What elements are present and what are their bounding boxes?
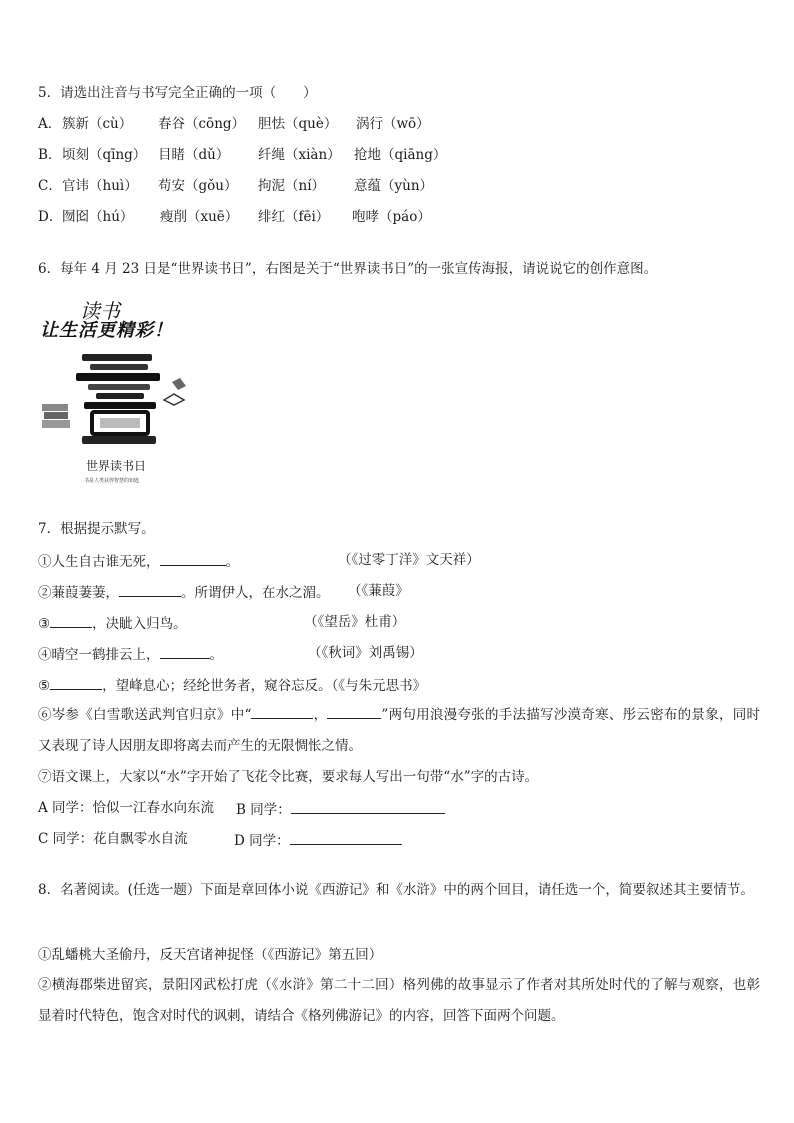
option-label: B． [38,147,62,163]
option-item: 抢地（qiāng） [354,147,447,163]
answer-blank[interactable] [290,830,402,845]
answer-blank[interactable] [251,704,313,719]
q7-line-2-source: （《蒹葭》 [348,583,409,599]
option-item: 苟安（gǒu） [158,178,238,194]
answer-blank[interactable] [327,704,381,719]
poster-headline-main: 让生活更精彩！ [40,320,173,341]
q7-item-7-a: A 同学：恰似一江春水向东流 [38,800,215,816]
poster-headline-top: 读书 [80,299,120,323]
q7-stem: 7．根据提示默写。 [38,521,155,537]
option-item: 顷刻（qīng） [62,147,147,163]
small-books-left-icon [42,404,70,428]
poster-caption: 世界读书日 [86,459,147,473]
answer-blank[interactable] [160,551,226,566]
option-item: 簇新（cù） [62,116,133,132]
q7-item-7-c: C 同学：花自飘零水自流 [38,831,188,847]
q5-stem: 5．请选出注音与书写完全正确的一项（ ） [38,85,317,101]
answer-blank[interactable] [50,675,102,690]
option-label: C． [38,178,62,194]
q7-line-1-source: （《过零丁洋》文天祥） [338,552,480,568]
q7-line-5: ⑤ ，望峰息心；经纶世务者，窥谷忘反。（《与朱元思书》 [38,675,426,695]
option-item: 绯红（fēi） [258,209,330,225]
q7-line-3: ③ ，决眦入归鸟。 [38,613,187,633]
answer-blank[interactable] [160,644,210,659]
q7-line-4: ④晴空一鹤排云上， 。 [38,644,223,664]
option-item: 春谷（cōng） [158,116,246,132]
q7-line-2: ②蒹葭萋萋， 。所谓伊人，在水之湄。 [38,582,330,602]
poster-subcaption: 书是人类获得智慧的钥匙 [84,478,140,484]
q7-line-3-source: （《望岳》杜甫） [304,614,406,630]
q7-item-7-stem: ⑦语文课上，大家以“水”字开始了飞花令比赛，要求每人写出一句带“水”字的古诗。 [38,769,539,785]
q8-item-2: ②横海郡柴进留宾，景阳冈武松打虎（《水浒》第二十二回）格列佛的故事显示了作者对其所处时代的了解与观察，也彰显着时代特色，饱含对时代的讽刺，请结合《格列佛游记》的内容，回答下面两个问题。 [38,977,760,1024]
q7-item-6: ⑥岑参《白雪歌送武判官归京》中“ ， ”两句用浪漫夸张的手法描写沙漠奇寒、彤云密布的景象，同时又表现了诗人因朋友即将离去而产生的无限惆怅之情。 [38,700,760,762]
option-item: 官讳（huì） [62,178,138,194]
option-item: 纤绳（xiàn） [258,147,341,163]
option-item: 囫囵（hú） [62,209,134,225]
q7-line-4-source: （《秋词》刘禹锡） [308,645,423,661]
option-label: A． [38,116,62,132]
option-item: 胆怯（què） [258,116,338,132]
option-item: 拘泥（ní） [258,178,326,194]
option-item: 意蕴（yùn） [354,178,434,194]
q7-line-1: ①人生自古谁无死， 。 [38,551,239,571]
option-label: D． [38,209,63,225]
option-item: 涡行（wō） [356,116,430,132]
q7-item-7-d: D 同学： [234,830,402,850]
world-book-day-poster [36,296,202,488]
q8-item-1: ①乱蟠桃大圣偷丹，反天宫诸神捉怪（《西游记》第五回） [38,947,383,963]
q8-stem: 8．名著阅读。(任选一题）下面是章回体小说《西游记》和《水浒》中的两个回目，请任选一个，简要叙述其主要情节。 [38,882,754,898]
q6-stem: 6．每年 4 月 23 日是“世界读书日”，右图是关于“世界读书日”的一张宣传海报，请说说它的创作意图。 [38,261,658,277]
option-item: 瘦削（xuē） [160,209,239,225]
option-item: 目睹（dǔ） [158,147,230,163]
q7-item-7-b: B 同学： [236,799,445,819]
answer-blank[interactable] [291,799,445,814]
answer-blank[interactable] [119,582,181,597]
option-item: 咆哮（páo） [352,209,431,225]
answer-blank[interactable] [50,613,92,628]
